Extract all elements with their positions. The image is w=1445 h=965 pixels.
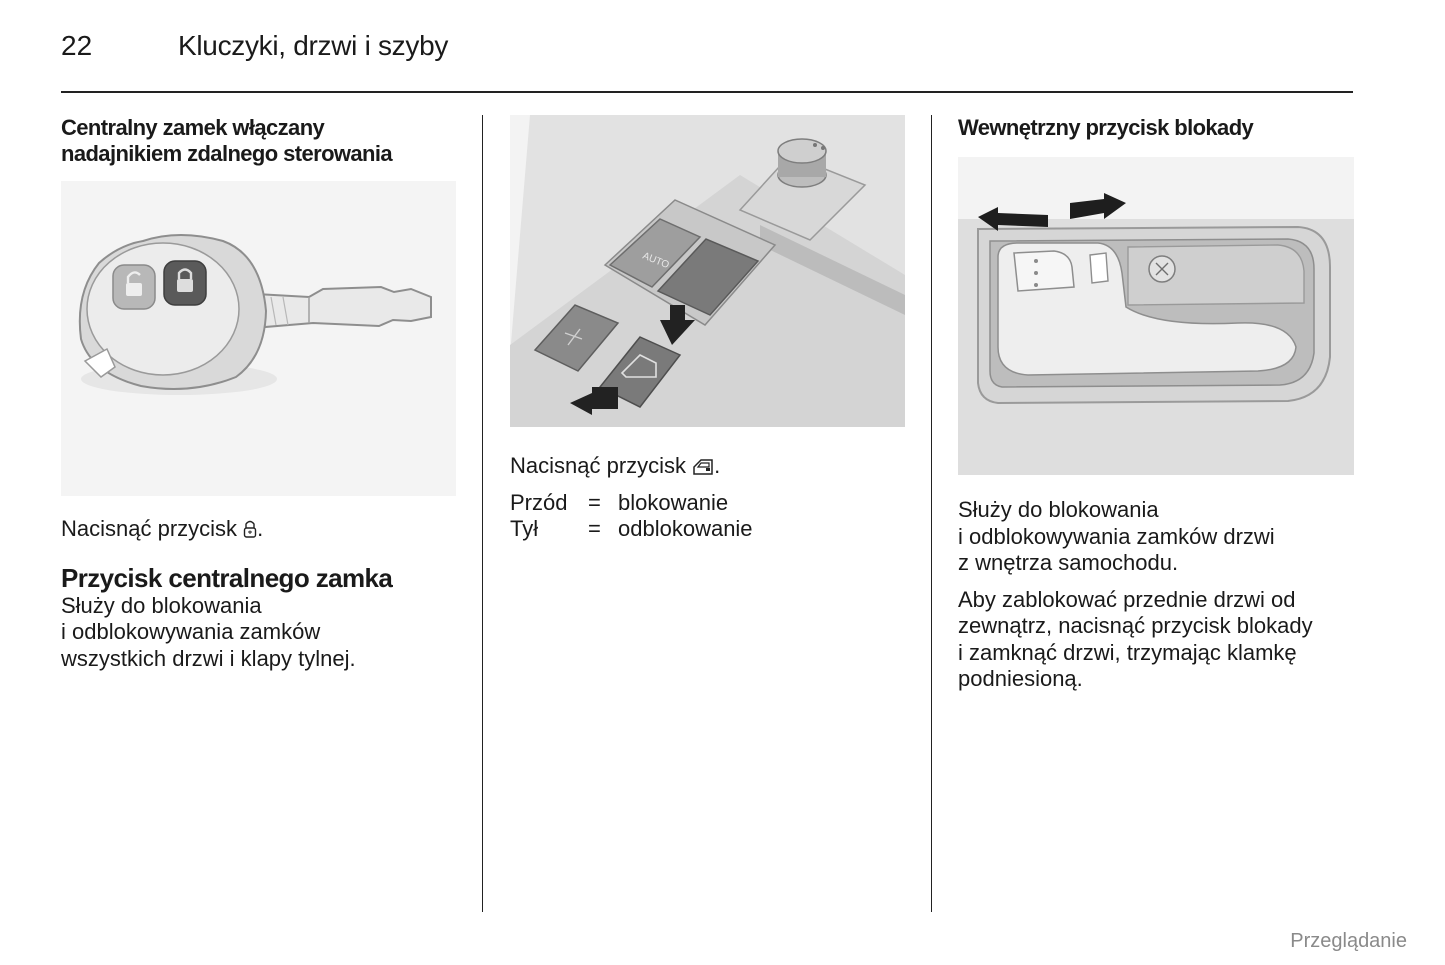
column-door-switch (510, 115, 910, 543)
definition-row: Tył = odblokowanie (510, 516, 753, 541)
interior-handle-figure (958, 157, 1354, 475)
column-interior-lock (958, 115, 1358, 693)
description-paragraph: Aby zablokować przednie drzwi od zewnątrz, nacisnąć przycisk blokady i zamknąć drzwi, trzymając klamkę podniesioną. (958, 586, 1313, 691)
header-rule (61, 91, 1353, 93)
subheading: Wewnętrzny przycisk blokady (958, 115, 1254, 140)
column-divider (482, 115, 483, 912)
description-paragraph: Służy do blokowania i odblokowywania zamków drzwi z wnętrza samochodu. (958, 497, 1275, 575)
browse-link[interactable]: Przeglądanie (1290, 930, 1407, 952)
section-heading: Przycisk centralnego zamka (61, 562, 393, 593)
auto-label: AUTO (640, 250, 671, 272)
subheading: Centralny zamek włączany nadajnikiem zdalnego sterowania (61, 115, 393, 166)
door-switch-figure (510, 115, 905, 427)
definition-row: Przód = blokowanie (510, 489, 729, 515)
column-divider (931, 115, 932, 912)
page-title: Kluczyki, drzwi i szyby (178, 30, 449, 61)
remote-key-figure (61, 181, 456, 496)
description-text: Służy do blokowania i odblokowywania zamków wszystkich drzwi i klapy tylnej. (61, 592, 356, 671)
lock-icon (243, 519, 257, 539)
column-remote-key (61, 115, 461, 672)
page-number: 22 (61, 30, 93, 61)
instruction-text: Nacisnąć przycisk . (510, 453, 721, 478)
definition-list (510, 490, 910, 543)
door-lock-icon (692, 458, 714, 476)
instruction-text: Nacisnąć przycisk . (61, 516, 264, 541)
